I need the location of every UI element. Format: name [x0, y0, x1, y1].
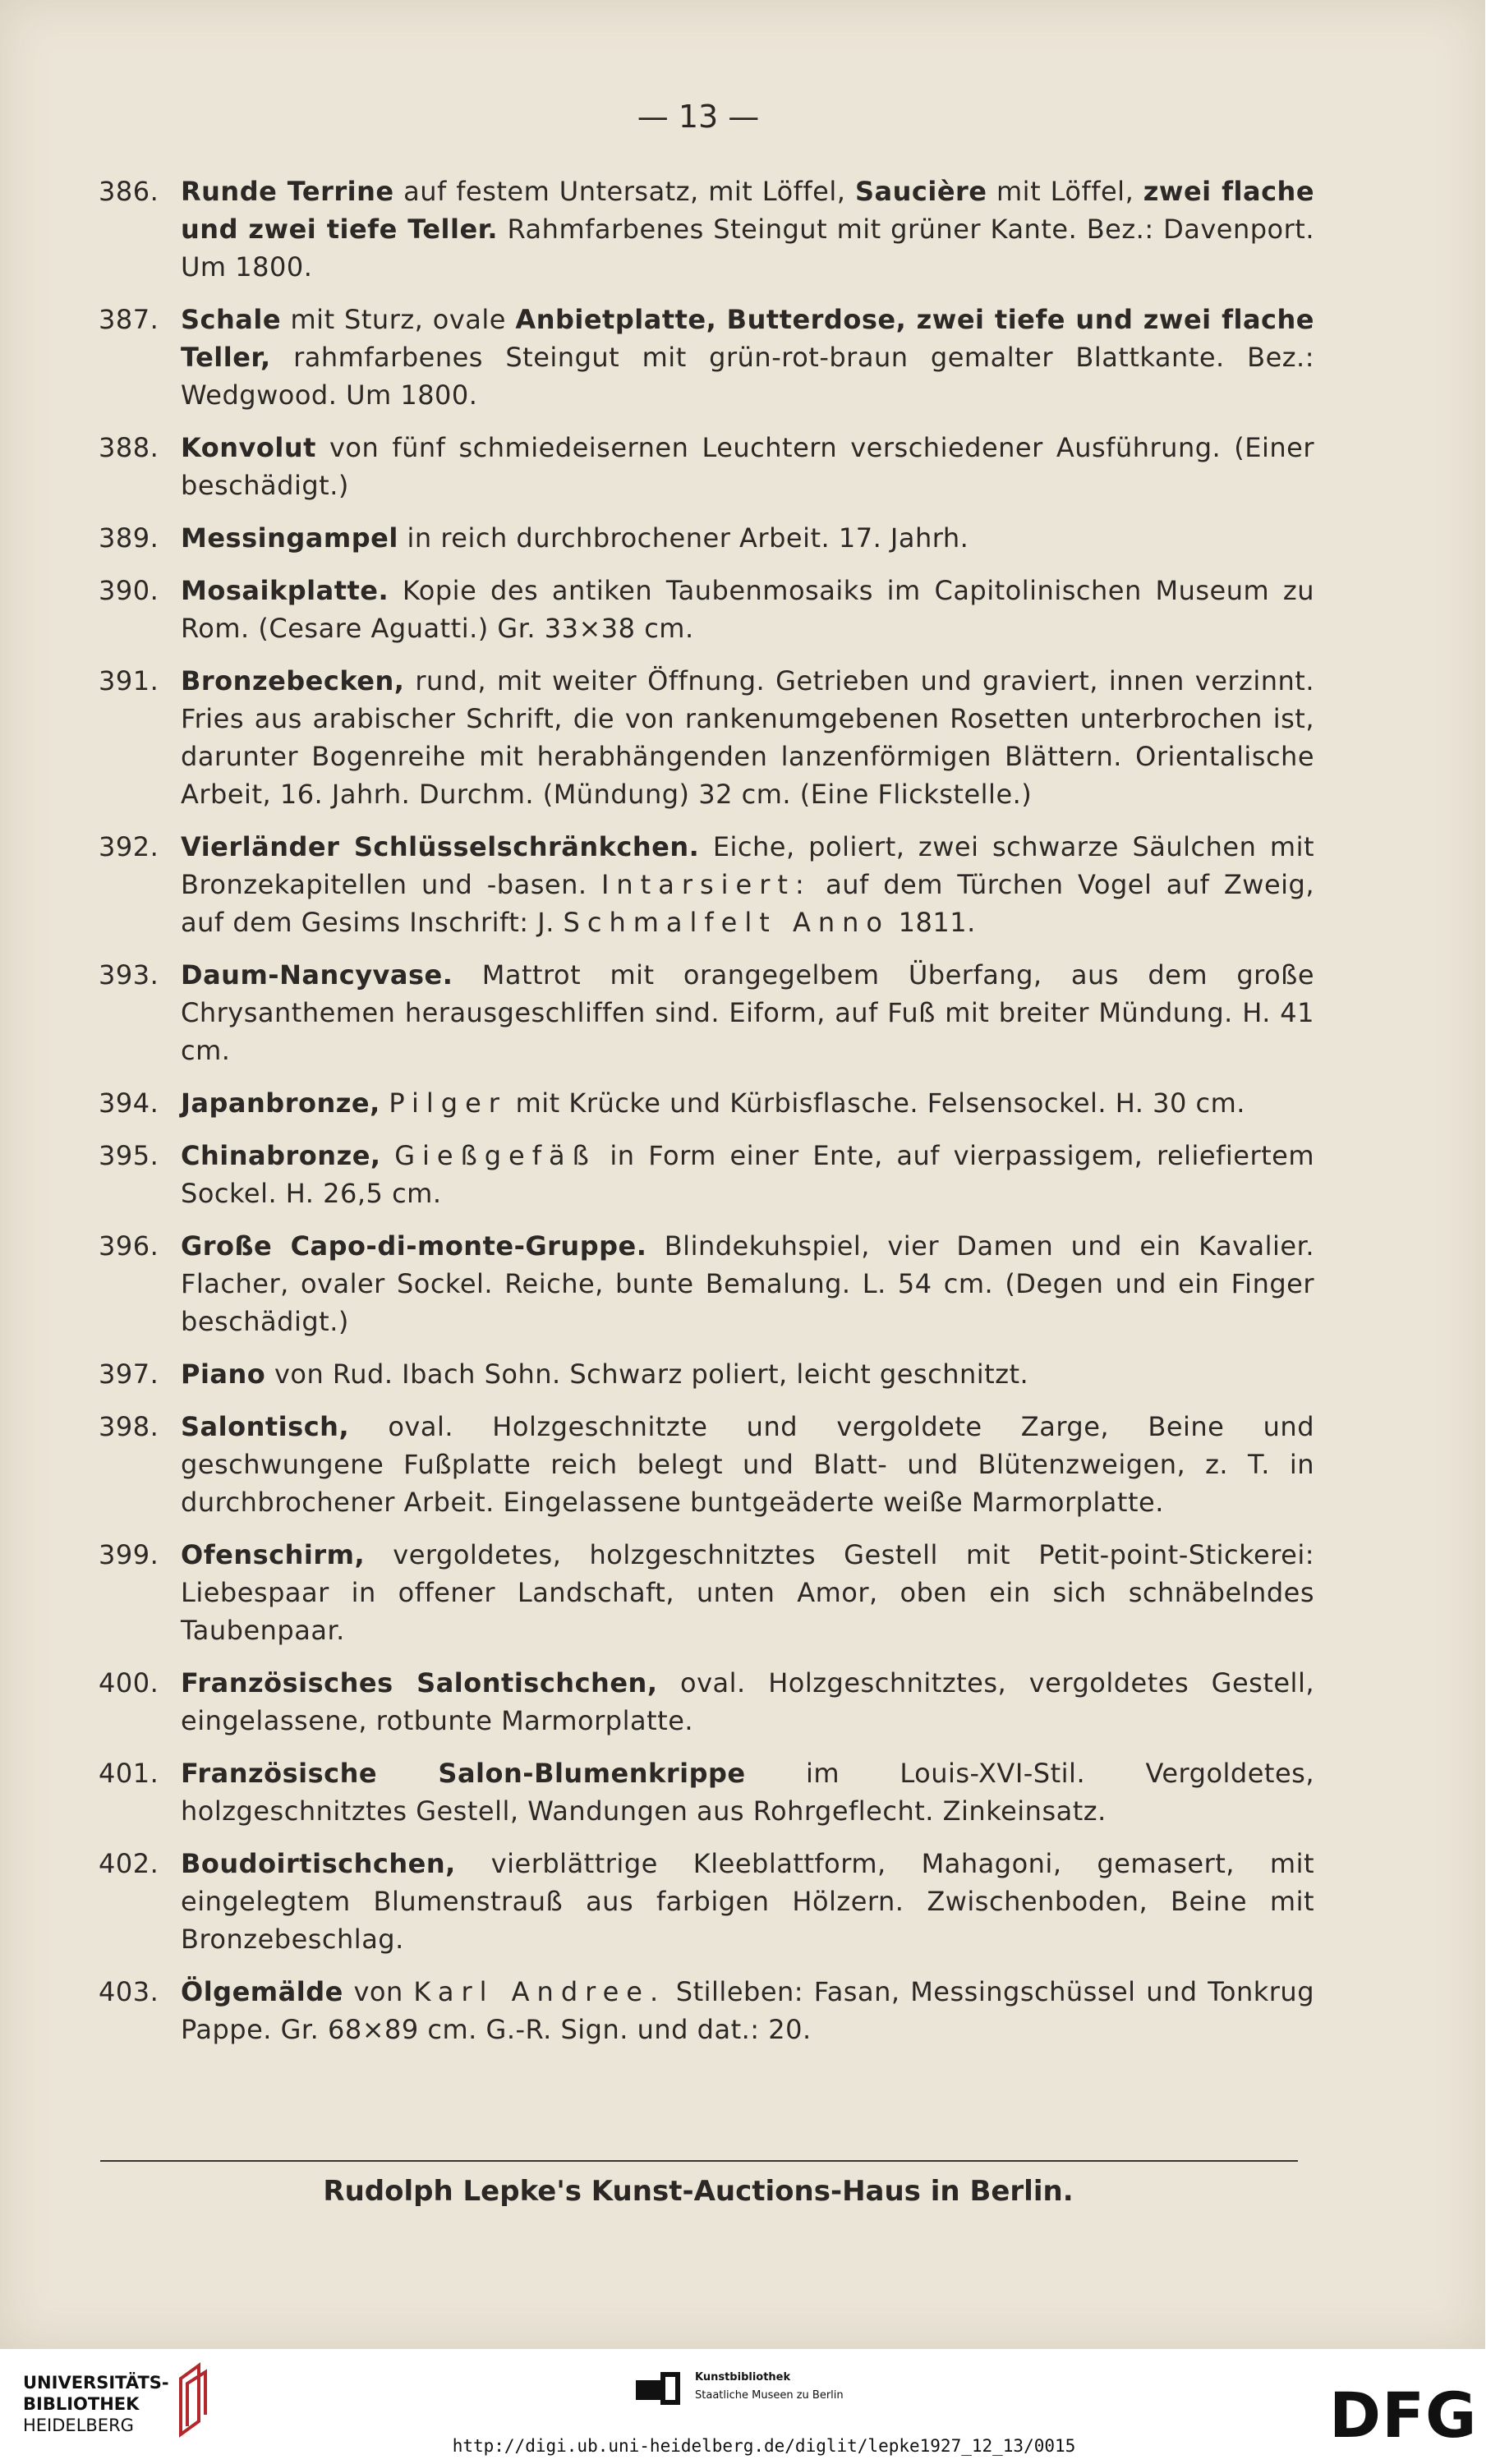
catalog-entry [99, 429, 1314, 504]
entry-number: 388. [99, 432, 159, 463]
entry-text: auf festem Untersatz, mit Löffel, [393, 176, 855, 207]
entry-title: Französisches Salontischchen, [181, 1667, 658, 1699]
entry-description [181, 1973, 1314, 2048]
catalog-entry [99, 1408, 1314, 1521]
entry-description [181, 1754, 1314, 1830]
catalog-entry [99, 828, 1314, 941]
ub-logo-mark-icon [174, 2359, 214, 2441]
spaced-text: Schmalfelt Anno [563, 907, 890, 938]
entry-title: Große Capo-di-monte-Gruppe. [181, 1230, 647, 1262]
entry-number: 387. [99, 304, 159, 335]
catalog-entry [99, 956, 1314, 1069]
page-number: — 13 — [637, 99, 760, 135]
entry-number: 389. [99, 522, 159, 554]
entry-description [181, 1137, 1314, 1212]
entry-text: Eiche, poliert, zwei schwarze Säulchen mit Bronzekapitellen und -basen. [181, 831, 1315, 900]
catalog-entry [99, 1536, 1314, 1649]
entry-number: 392. [99, 831, 159, 862]
entry-text: von fünf schmiedeisernen Leuchtern verschiedener Ausführung. (Einer beschädigt.) [181, 432, 1314, 501]
spaced-text: Pilger [389, 1087, 507, 1119]
entry-title: Japanbronze, [181, 1087, 380, 1119]
catalog-entry [99, 172, 1314, 286]
catalog-entry [99, 1754, 1314, 1830]
entry-number: 386. [99, 176, 159, 207]
entry-number: 403. [99, 1976, 159, 2007]
publisher-footer: Rudolph Lepke's Kunst-Auctions-Haus in Berlin. [323, 2175, 1074, 2208]
entry-description [181, 1845, 1314, 1958]
catalog-entry [99, 1664, 1314, 1740]
entry-description [181, 1664, 1314, 1740]
entry-title: zwei flache und zwei tiefe Teller. [181, 176, 1315, 245]
entry-number: 401. [99, 1758, 159, 1789]
spaced-text: Intarsiert: [600, 869, 812, 900]
ub-heidelberg-logo[interactable] [23, 2372, 169, 2436]
entry-text: vergoldetes, holzgeschnitztes Gestell mit Petit-point-Stickerei: Liebespaar in offener Landschaft, unten Amor, oben ein sich schnäbelndes Taubenpaar. [181, 1539, 1314, 1646]
entry-number: 396. [99, 1230, 159, 1262]
entry-text: mit Sturz, ovale [281, 304, 516, 335]
permalink-url[interactable]: http://digi.ub.uni-heidelberg.de/diglit/lepke1927_12_13/0015 [452, 2436, 1076, 2456]
entry-text: Mattrot mit orangegelbem Überfang, aus dem große Chrysanthemen herausgeschliffen sind. Eiform, auf Fuß mit breiter Mündung. H. 41 cm. [181, 959, 1314, 1066]
ub-logo-line2: BIBLIOTHEK [23, 2394, 140, 2414]
entry-title: Französische Salon-Blumenkrippe [181, 1758, 746, 1789]
kunstbibliothek-logo-text[interactable] [695, 2369, 844, 2405]
entry-number: 398. [99, 1411, 159, 1442]
entry-text: auf dem Türchen Vogel auf Zweig, auf dem Gesims Inschrift: J. [181, 869, 1315, 938]
catalog-entries [99, 172, 1314, 2063]
entry-text: Stilleben: Fasan, Messingschüssel und Tonkrug Pappe. Gr. 68×89 cm. G.-R. Sign. und dat.: 20. [181, 1976, 1314, 2045]
entry-title: Messingampel [181, 522, 398, 554]
entry-text: in Form einer Ente, auf vierpassigem, reliefiertem Sockel. H. 26,5 cm. [181, 1140, 1315, 1209]
catalog-entry [99, 519, 1314, 557]
catalog-entry [99, 1084, 1314, 1122]
catalog-entry [99, 301, 1314, 414]
catalog-entry [99, 662, 1314, 813]
catalog-entry [99, 1845, 1314, 1958]
kb-line2: Staatliche Museen zu Berlin [695, 2389, 844, 2402]
entry-title: Chinabronze, [181, 1140, 381, 1171]
entry-text: oval. Holzgeschnitztes, vergoldetes Gestell, eingelassene, rotbunte Marmorplatte. [181, 1667, 1314, 1736]
entry-title: Daum-Nancyvase. [181, 959, 453, 991]
entry-description [181, 1355, 1314, 1393]
entry-text [381, 1140, 395, 1171]
entry-text: mit Löffel, [987, 176, 1143, 207]
entry-title: Anbietplatte, Butterdose, zwei tiefe und zwei flache Teller, [181, 304, 1315, 373]
entry-title: Bronzebecken, [181, 665, 405, 696]
entry-description [181, 1536, 1314, 1649]
entry-text: im Louis-XVI-Stil. Vergoldetes, holzgeschnitztes Gestell, Wandungen aus Rohrgeflecht. Zinkeinsatz. [181, 1758, 1315, 1827]
entry-title: Konvolut [181, 432, 316, 463]
entry-number: 399. [99, 1539, 159, 1570]
entry-text: Rahmfarbenes Steingut mit grüner Kante. Bez.: Davenport. Um 1800. [181, 214, 1315, 283]
entry-number: 402. [99, 1848, 159, 1879]
entry-title: Mosaikplatte. [181, 575, 389, 606]
ub-logo-line3: HEIDELBERG [23, 2416, 134, 2435]
catalog-entry [99, 1973, 1314, 2048]
entry-text: Blindekuhspiel, vier Damen und ein Kavalier. Flacher, ovaler Sockel. Reiche, bunte Bemalung. L. 54 cm. (Degen und ein Finger beschädigt.) [181, 1230, 1315, 1337]
entry-number: 394. [99, 1087, 159, 1119]
entry-description [181, 956, 1314, 1069]
entry-description [181, 572, 1314, 647]
entry-number: 391. [99, 665, 159, 696]
catalog-entry [99, 1137, 1314, 1212]
entry-text: von [343, 1976, 414, 2007]
entry-title: Boudoirtischchen, [181, 1848, 456, 1879]
entry-description [181, 172, 1314, 286]
entry-text: mit Krücke und Kürbisflasche. Felsensockel. H. 30 cm. [506, 1087, 1245, 1119]
entry-title: Piano [181, 1358, 266, 1390]
spaced-text: Karl Andree. [413, 1976, 666, 2007]
entry-title: Ölgemälde [181, 1976, 343, 2007]
kunstbibliothek-logo-icon [636, 2369, 685, 2410]
entry-title: Ofenschirm, [181, 1539, 366, 1570]
ub-logo-line1: UNIVERSITÄTS- [23, 2373, 169, 2393]
dfg-logo[interactable]: DFG [1329, 2379, 1478, 2452]
entry-title: Runde Terrine [181, 176, 394, 207]
entry-description [181, 1084, 1314, 1122]
entry-description [181, 1408, 1314, 1521]
entry-description [181, 1227, 1314, 1340]
entry-description [181, 828, 1314, 941]
entry-description [181, 429, 1314, 504]
entry-number: 393. [99, 959, 159, 991]
page-margin [1485, 0, 1500, 2349]
entry-number: 400. [99, 1667, 159, 1699]
entry-text: vierblättrige Kleeblattform, Mahagoni, gemasert, mit eingelegtem Blumenstrauß aus farbigen Hölzern. Zwischenboden, Beine mit Bronzebeschlag. [181, 1848, 1314, 1955]
entry-text: rund, mit weiter Öffnung. Getrieben und graviert, innen verzinnt. Fries aus arabischer Schrift, die von rankenumgebenen Rosetten unterbrochen ist, darunter Bogenreihe mit herabhängenden lanzenförmigen Blättern. Orientalische Arbeit, 16. Jahrh. Durchm. (Mündung) 32 cm. (Eine Flickstelle.) [181, 665, 1314, 810]
entry-number: 395. [99, 1140, 159, 1171]
entry-text: rahmfarbenes Steingut mit grün-rot-braun gemalter Blattkante. Bez.: Wedgwood. Um 1800. [181, 342, 1314, 411]
entry-text [380, 1087, 389, 1119]
kb-line1: Kunstbibliothek [695, 2371, 791, 2384]
entry-text: Kopie des antiken Taubenmosaiks im Capitolinischen Museum zu Rom. (Cesare Aguatti.) Gr. 33×38 cm. [181, 575, 1314, 644]
entry-number: 390. [99, 575, 159, 606]
spaced-text: Gießgefäß [394, 1140, 596, 1171]
entry-title: Vierländer Schlüsselschränkchen. [181, 831, 700, 862]
entry-title: Salontisch, [181, 1411, 350, 1442]
footer-rule [100, 2160, 1298, 2162]
entry-text: in reich durchbrochener Arbeit. 17. Jahrh. [398, 522, 969, 554]
catalog-entry [99, 1355, 1314, 1393]
entry-title: Schale [181, 304, 282, 335]
entry-description [181, 519, 1314, 557]
catalog-entry [99, 1227, 1314, 1340]
entry-number: 397. [99, 1358, 159, 1390]
entry-text: oval. Holzgeschnitzte und vergoldete Zarge, Beine und geschwungene Fußplatte reich belegt und Blatt- und Blütenzweigen, z. T. in durchbrochener Arbeit. Eingelassene buntgeäderte weiße Marmorplatte. [181, 1411, 1314, 1518]
entry-description [181, 301, 1314, 414]
entry-text: von Rud. Ibach Sohn. Schwarz poliert, leicht geschnitzt. [265, 1358, 1029, 1390]
entry-description [181, 662, 1314, 813]
catalog-entry [99, 572, 1314, 647]
entry-title: Saucière [854, 176, 987, 207]
entry-text: 1811. [889, 907, 976, 938]
